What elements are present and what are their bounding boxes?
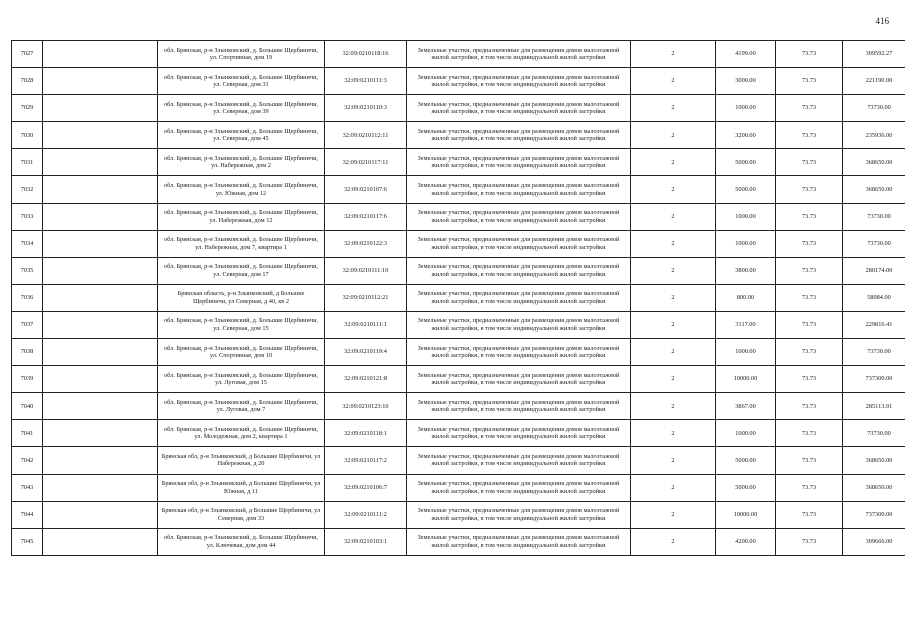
cell-specific-value: 73.73 (776, 311, 843, 338)
cell-cadastral-number: 32:09:0210103:1 (325, 528, 407, 555)
table-row (12, 41, 905, 68)
cell-category: 2 (631, 257, 716, 284)
cell-area: 4199.00 (716, 41, 776, 68)
table-row (12, 149, 905, 176)
cell-land-use: Земельные участки, предназначенные для размещения домов малоэтажной жилой застройки, в том числе индивидуальной жилой застройки (407, 420, 631, 447)
cell-specific-value: 73.73 (776, 149, 843, 176)
table-row (12, 95, 905, 122)
table-row (12, 528, 905, 555)
cell-cadastral-number: 32:09:0210106:7 (325, 474, 407, 501)
cell-cadastral-value: 235936.00 (843, 122, 905, 149)
cell-category: 2 (631, 95, 716, 122)
cell-area: 3000.00 (716, 68, 776, 95)
cell-row-number: 7033 (12, 203, 43, 230)
cell-address: обл. Брянская, р-н Злынковский, д. Большие Щербиничи, ул. Спортивная, дом 19 (158, 41, 325, 68)
cell-empty (43, 149, 158, 176)
cell-empty (43, 257, 158, 284)
cell-category: 2 (631, 122, 716, 149)
cell-row-number: 7027 (12, 41, 43, 68)
cell-empty (43, 95, 158, 122)
cell-land-use: Земельные участки, предназначенные для размещения домов малоэтажной жилой застройки, в том числе индивидуальной жилой застройки (407, 284, 631, 311)
cell-cadastral-value: 285113.91 (843, 393, 905, 420)
cell-empty (43, 447, 158, 474)
cell-specific-value: 73.73 (776, 257, 843, 284)
cell-cadastral-number: 32:09:0210111:1 (325, 311, 407, 338)
table-row (12, 311, 905, 338)
cell-address: обл. Брянская, р-н Злынковский, д. Большие Щербиничи, ул. Молодежная, дом 2, квартира 1 (158, 420, 325, 447)
cell-area: 800.00 (716, 284, 776, 311)
cell-address: обл. Брянская, р-н Злынковский, д. Большие Щербиничи, ул. Набережная, дом 7, квартира 1 (158, 230, 325, 257)
cell-specific-value: 73.73 (776, 528, 843, 555)
cell-address: обл. Брянская, р-н Злынковский, д. Большие Щербиничи, ул. Луговая, дом 15 (158, 366, 325, 393)
cell-land-use: Земельные участки, предназначенные для размещения домов малоэтажной жилой застройки, в том числе индивидуальной жилой застройки (407, 393, 631, 420)
cell-empty (43, 68, 158, 95)
cell-cadastral-value: 73730.00 (843, 230, 905, 257)
cell-cadastral-number: 32:09:0210110:3 (325, 95, 407, 122)
cell-address: обл. Брянская, р-н Злынковский, д. Большие Щербиничи, ул. Северная, дом 15 (158, 311, 325, 338)
cell-category: 2 (631, 284, 716, 311)
cell-category: 2 (631, 203, 716, 230)
cell-empty (43, 122, 158, 149)
cell-specific-value: 73.73 (776, 447, 843, 474)
table-row (12, 122, 905, 149)
cell-land-use: Земельные участки, предназначенные для размещения домов малоэтажной жилой застройки, в том числе индивидуальной жилой застройки (407, 474, 631, 501)
cell-empty (43, 41, 158, 68)
cell-cadastral-number: 32:09:0210123:10 (325, 393, 407, 420)
cell-land-use: Земельные участки, предназначенные для размещения домов малоэтажной жилой застройки, в том числе индивидуальной жилой застройки (407, 149, 631, 176)
page-number: 416 (875, 16, 889, 26)
cell-area: 3800.00 (716, 257, 776, 284)
cell-specific-value: 73.73 (776, 393, 843, 420)
cell-area: 5000.00 (716, 149, 776, 176)
cell-empty (43, 284, 158, 311)
cell-cadastral-value: 229816.41 (843, 311, 905, 338)
cell-area: 1000.00 (716, 420, 776, 447)
cell-specific-value: 73.73 (776, 474, 843, 501)
cell-address: Брянская обл, р-н Злынковский, д Большие Щербиничи, ул Южная, д 11 (158, 474, 325, 501)
cell-cadastral-number: 32:09:0210118:16 (325, 41, 407, 68)
cell-specific-value: 73.73 (776, 501, 843, 528)
cell-area: 10000.00 (716, 366, 776, 393)
table-row (12, 176, 905, 203)
cell-cadastral-number: 32:09:0210122:3 (325, 230, 407, 257)
table-row (12, 203, 905, 230)
table-row (12, 284, 905, 311)
table-row (12, 230, 905, 257)
cell-row-number: 7034 (12, 230, 43, 257)
cell-area: 3200.00 (716, 122, 776, 149)
cell-empty (43, 203, 158, 230)
cell-cadastral-value: 368650.00 (843, 176, 905, 203)
cell-address: обл. Брянская, р-н Злынковский, д. Большие Щербиничи, ул. Северная, дом 39 (158, 95, 325, 122)
cell-cadastral-number: 32:09:0210112:21 (325, 284, 407, 311)
cell-area: 5000.00 (716, 447, 776, 474)
cell-land-use: Земельные участки, предназначенные для размещения домов малоэтажной жилой застройки, в том числе индивидуальной жилой застройки (407, 41, 631, 68)
cell-specific-value: 73.73 (776, 284, 843, 311)
cell-address: обл. Брянская, р-н Злынковский, д. Большие Щербиничи, ул. Ключевая, дом дом 44 (158, 528, 325, 555)
cell-category: 2 (631, 393, 716, 420)
cell-area: 10000.00 (716, 501, 776, 528)
cell-row-number: 7042 (12, 447, 43, 474)
cell-land-use: Земельные участки, предназначенные для размещения домов малоэтажной жилой застройки, в том числе индивидуальной жилой застройки (407, 528, 631, 555)
cell-empty (43, 528, 158, 555)
cell-address: обл. Брянская, р-н Злынковский, д. Большие Щербиничи, ул. Луговая, дом 7 (158, 393, 325, 420)
cell-specific-value: 73.73 (776, 366, 843, 393)
cell-cadastral-number: 32:09:0210111:10 (325, 257, 407, 284)
cell-row-number: 7029 (12, 95, 43, 122)
cell-land-use: Земельные участки, предназначенные для размещения домов малоэтажной жилой застройки, в том числе индивидуальной жилой застройки (407, 122, 631, 149)
cell-cadastral-value: 368650.00 (843, 474, 905, 501)
cell-category: 2 (631, 41, 716, 68)
cell-land-use: Земельные участки, предназначенные для размещения домов малоэтажной жилой застройки, в том числе индивидуальной жилой застройки (407, 176, 631, 203)
cell-address: обл. Брянская, р-н Злынковский, д. Большие Щербиничи, ул. Набережная, дом 2 (158, 149, 325, 176)
cell-cadastral-value: 221190.00 (843, 68, 905, 95)
cell-cadastral-value: 737300.00 (843, 501, 905, 528)
cell-category: 2 (631, 230, 716, 257)
cell-specific-value: 73.73 (776, 95, 843, 122)
cell-specific-value: 73.73 (776, 122, 843, 149)
cell-empty (43, 230, 158, 257)
cell-cadastral-value: 73730.00 (843, 95, 905, 122)
cell-land-use: Земельные участки, предназначенные для размещения домов малоэтажной жилой застройки, в том числе индивидуальной жилой застройки (407, 95, 631, 122)
cell-specific-value: 73.73 (776, 230, 843, 257)
cell-land-use: Земельные участки, предназначенные для размещения домов малоэтажной жилой застройки, в том числе индивидуальной жилой застройки (407, 366, 631, 393)
cell-cadastral-number: 32:09:0210111:3 (325, 68, 407, 95)
cell-address: обл. Брянская, р-н Злынковский, д. Большие Щербиничи, ул. Северная, дом 31 (158, 68, 325, 95)
cell-area: 4200.00 (716, 528, 776, 555)
cell-area: 1000.00 (716, 230, 776, 257)
cell-empty (43, 366, 158, 393)
cell-land-use: Земельные участки, предназначенные для размещения домов малоэтажной жилой застройки, в том числе индивидуальной жилой застройки (407, 339, 631, 366)
cell-row-number: 7032 (12, 176, 43, 203)
cell-land-use: Земельные участки, предназначенные для размещения домов малоэтажной жилой застройки, в том числе индивидуальной жилой застройки (407, 68, 631, 95)
cell-row-number: 7045 (12, 528, 43, 555)
cell-cadastral-value: 280174.00 (843, 257, 905, 284)
cell-land-use: Земельные участки, предназначенные для размещения домов малоэтажной жилой застройки, в том числе индивидуальной жилой застройки (407, 203, 631, 230)
cell-row-number: 7036 (12, 284, 43, 311)
cell-address: обл. Брянская, р-н Злынковский, д. Большие Щербиничи, ул. Набережная, дом 12 (158, 203, 325, 230)
table-row (12, 393, 905, 420)
cell-cadastral-number: 32:09:0210117:2 (325, 447, 407, 474)
cell-cadastral-value: 73730.00 (843, 420, 905, 447)
cell-area: 1000.00 (716, 339, 776, 366)
cell-category: 2 (631, 311, 716, 338)
cell-area: 1000.00 (716, 203, 776, 230)
cell-row-number: 7031 (12, 149, 43, 176)
cell-row-number: 7040 (12, 393, 43, 420)
cell-address: обл. Брянская, р-н Злынковский, д. Большие Щербиничи, ул. Северная, дом 17 (158, 257, 325, 284)
cell-category: 2 (631, 339, 716, 366)
table-row (12, 474, 905, 501)
cell-empty (43, 393, 158, 420)
cell-row-number: 7030 (12, 122, 43, 149)
table-row (12, 257, 905, 284)
cell-specific-value: 73.73 (776, 176, 843, 203)
cell-land-use: Земельные участки, предназначенные для размещения домов малоэтажной жилой застройки, в том числе индивидуальной жилой застройки (407, 311, 631, 338)
table-row (12, 366, 905, 393)
cell-category: 2 (631, 447, 716, 474)
cell-address: обл. Брянская, р-н Злынковский, д. Большие Щербиничи, ул. Южная, дом 12 (158, 176, 325, 203)
cell-area: 3867.00 (716, 393, 776, 420)
cell-cadastral-value: 73730.00 (843, 339, 905, 366)
cell-cadastral-value: 368650.00 (843, 447, 905, 474)
cell-category: 2 (631, 366, 716, 393)
cell-specific-value: 73.73 (776, 420, 843, 447)
cell-cadastral-number: 32:09:0210121:8 (325, 366, 407, 393)
cell-empty (43, 311, 158, 338)
cell-cadastral-number: 32:09:0210117:6 (325, 203, 407, 230)
cell-address: Брянская обл, р-н Злынковский, д Большие Щербиничи, ул Набережная, д 20 (158, 447, 325, 474)
cell-row-number: 7044 (12, 501, 43, 528)
cell-row-number: 7028 (12, 68, 43, 95)
cell-specific-value: 73.73 (776, 203, 843, 230)
cell-land-use: Земельные участки, предназначенные для размещения домов малоэтажной жилой застройки, в том числе индивидуальной жилой застройки (407, 447, 631, 474)
cell-cadastral-value: 309666.00 (843, 528, 905, 555)
cell-row-number: 7035 (12, 257, 43, 284)
cell-cadastral-number: 32:09:0210111:2 (325, 501, 407, 528)
cell-area: 1000.00 (716, 95, 776, 122)
cell-area: 3117.00 (716, 311, 776, 338)
cell-cadastral-number: 32:09:0210112:11 (325, 122, 407, 149)
cell-empty (43, 176, 158, 203)
cell-address: Брянская область, р-н Злынковский, д Большие Щербиничи, ул Северная, д 40, кв 2 (158, 284, 325, 311)
cell-cadastral-value: 737300.00 (843, 366, 905, 393)
cell-empty (43, 339, 158, 366)
cell-land-use: Земельные участки, предназначенные для размещения домов малоэтажной жилой застройки, в том числе индивидуальной жилой застройки (407, 257, 631, 284)
cell-row-number: 7041 (12, 420, 43, 447)
cell-category: 2 (631, 420, 716, 447)
cell-land-use: Земельные участки, предназначенные для размещения домов малоэтажной жилой застройки, в том числе индивидуальной жилой застройки (407, 501, 631, 528)
cell-row-number: 7043 (12, 474, 43, 501)
table-row (12, 420, 905, 447)
cell-empty (43, 501, 158, 528)
cell-cadastral-value: 73730.00 (843, 203, 905, 230)
table-row (12, 447, 905, 474)
cell-cadastral-number: 32:09:0210119:4 (325, 339, 407, 366)
table-body (12, 41, 905, 556)
cell-category: 2 (631, 68, 716, 95)
cell-cadastral-value: 58984.00 (843, 284, 905, 311)
cell-address: Брянская обл, р-н Злынковский, д Большие Щербиничи, ул Северная, дом 33 (158, 501, 325, 528)
cell-row-number: 7039 (12, 366, 43, 393)
cell-cadastral-value: 309592.27 (843, 41, 905, 68)
cell-specific-value: 73.73 (776, 339, 843, 366)
cell-area: 5000.00 (716, 474, 776, 501)
cell-category: 2 (631, 176, 716, 203)
cell-specific-value: 73.73 (776, 68, 843, 95)
table-row (12, 68, 905, 95)
cell-category: 2 (631, 501, 716, 528)
cell-category: 2 (631, 528, 716, 555)
cell-cadastral-value: 368650.00 (843, 149, 905, 176)
table-row (12, 501, 905, 528)
cell-empty (43, 474, 158, 501)
cell-cadastral-number: 32:09:0210107:6 (325, 176, 407, 203)
cell-land-use: Земельные участки, предназначенные для размещения домов малоэтажной жилой застройки, в том числе индивидуальной жилой застройки (407, 230, 631, 257)
cell-cadastral-number: 32:09:0210117:11 (325, 149, 407, 176)
land-valuation-table (11, 40, 905, 556)
table-row (12, 339, 905, 366)
cell-row-number: 7037 (12, 311, 43, 338)
cell-area: 5000.00 (716, 176, 776, 203)
cell-cadastral-number: 32:09:0210118:1 (325, 420, 407, 447)
cell-empty (43, 420, 158, 447)
cell-address: обл. Брянская, р-н Злынковский, д. Большие Щербиничи, ул. Северная, дом 45 (158, 122, 325, 149)
cell-specific-value: 73.73 (776, 41, 843, 68)
cell-address: обл. Брянская, р-н Злынковский, д. Большие Щербиничи, ул. Спортивная, дом 10 (158, 339, 325, 366)
cell-row-number: 7038 (12, 339, 43, 366)
cell-category: 2 (631, 149, 716, 176)
cell-category: 2 (631, 474, 716, 501)
